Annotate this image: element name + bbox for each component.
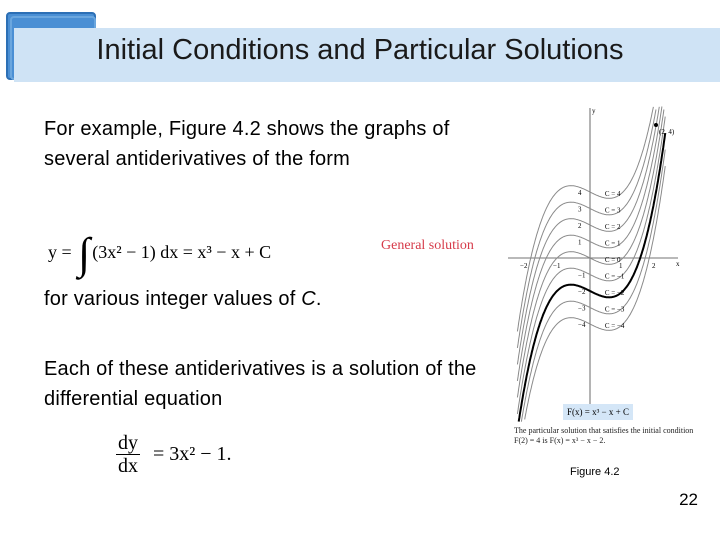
- x-axis-label: x: [676, 260, 680, 268]
- integral-sign: ∫: [78, 229, 91, 278]
- integer-values-paragraph: [44, 284, 464, 314]
- y-tick-label: −4: [578, 321, 586, 329]
- point-label: (2, 4): [659, 128, 675, 136]
- page-number: 22: [679, 490, 698, 509]
- curve-label: C = 2: [604, 223, 621, 231]
- para2-text: for various integer values of: [44, 288, 302, 310]
- curve-label: C = −1: [604, 272, 625, 281]
- eq1-integrand: (3x² − 1) dx = x³ − x + C: [92, 242, 272, 262]
- eq1-lhs: y =: [48, 242, 77, 262]
- y-tick-label: 2: [578, 222, 582, 230]
- curve-label: C = −4: [604, 322, 625, 330]
- x-tick-label: −2: [520, 262, 528, 270]
- curve-label: C = 3: [604, 206, 621, 215]
- y-tick-label: −3: [578, 304, 586, 313]
- fraction-denominator: dx: [118, 455, 138, 477]
- curve-label: C = 0: [604, 256, 621, 264]
- differential-equation: [116, 432, 232, 477]
- para2-period: .: [315, 288, 322, 310]
- derivative-fraction: [116, 432, 140, 477]
- para2-variable: C: [301, 288, 316, 310]
- curve-label: C = 4: [604, 190, 621, 198]
- x-tick-label: −1: [553, 262, 561, 270]
- curve-c-neg3: [521, 150, 665, 422]
- y-tick-label: 3: [578, 205, 582, 214]
- fraction-numerator: dy: [118, 432, 138, 454]
- y-tick-label: 1: [578, 238, 582, 247]
- y-tick-label: −2: [578, 288, 586, 296]
- axis-ticks: [520, 189, 656, 329]
- formula-box: F(x) = x³ − x + C: [563, 404, 633, 420]
- figure-label: Figure 4.2: [570, 466, 620, 478]
- x-tick-label: 2: [652, 262, 656, 270]
- y-axis-label: y: [592, 107, 596, 115]
- curve-label: C = −2: [604, 289, 625, 297]
- slide-title: Initial Conditions and Particular Solutions: [96, 34, 624, 66]
- general-solution-label: General solution: [381, 238, 474, 253]
- curve-labels: [605, 190, 625, 330]
- curve-family: [517, 107, 665, 422]
- curve-c-neg2: [519, 133, 666, 422]
- general-solution-equation: [48, 218, 272, 278]
- differential-rhs: = 3x² − 1.: [153, 443, 232, 465]
- figure-caption: The particular solution that satisfies the initial condition F(2) = 4 is F(x) = x³ − x − 2.: [514, 426, 694, 445]
- y-tick-label: 4: [578, 189, 582, 197]
- x-tick-label: 1: [619, 262, 623, 270]
- curve-label: C = 1: [604, 239, 621, 248]
- initial-condition-point: [654, 123, 658, 127]
- solution-paragraph: Each of these antiderivatives is a solution of the differential equation: [44, 358, 477, 410]
- y-tick-label: −1: [578, 271, 586, 280]
- intro-paragraph: For example, Figure 4.2 shows the graphs of several antiderivatives of the form: [44, 118, 450, 170]
- curve-label: C = −3: [604, 305, 625, 314]
- antiderivative-family-graph: [508, 104, 694, 424]
